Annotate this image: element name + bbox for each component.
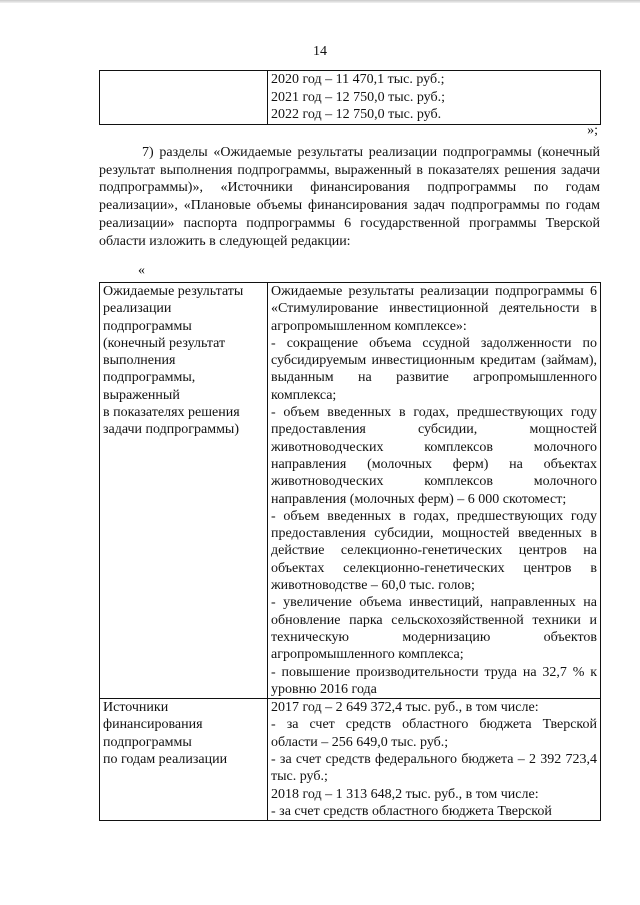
expected-results-content-cell (268, 283, 601, 699)
funding-item: - за счет средств федерального бюджета – 2 392 723,4 тыс. руб.; (271, 752, 597, 785)
label-line: выполнения (103, 353, 176, 369)
label-line: по годам реализации (103, 752, 228, 768)
subprogram-passport-table (99, 282, 601, 821)
label-line: финансирования (103, 717, 203, 733)
page-number: 14 (313, 44, 327, 59)
label-line: Ожидаемые результаты (103, 284, 244, 299)
year-line: 2020 год – 11 470,1 тыс. руб.; (271, 72, 445, 87)
funding-item: - за счет средств областного бюджета Тверской области – 256 649,0 тыс. руб.; (271, 717, 597, 750)
label-line: Источники (103, 700, 169, 716)
result-item: - сокращение объема ссудной задолженности по субсидируемым инвестиционным кредитам (займам), выданным на развитие агропромышленного комплекса; (271, 335, 597, 403)
scan-edge (0, 0, 640, 3)
label-line: в показателях решения (103, 405, 240, 421)
result-item: - объем введенных в годах, предшествующих году предоставления субсидии, мощностей введенных в действие селекционно-генетических центров на объектах селекционно-генетических центров в животноводстве – 60,0 тыс. голов; (271, 508, 597, 594)
label-line: реализации (103, 301, 172, 317)
result-item: - повышение производительности труда на 32,7 % к уровню 2016 года (271, 664, 597, 697)
funding-continuation-table (99, 70, 601, 125)
funding-sources-label-cell (100, 699, 268, 821)
empty-label-cell (100, 71, 268, 125)
label-line: подпрограммы, (103, 370, 196, 386)
label-line: выраженный (103, 387, 180, 403)
result-item: - объем введенных в годах, предшествующих году предоставления субсидии, мощностей животноводческих комплексов молочного направления (молочных ферм) на объектах животноводческих комплексов молочного направления (молочных ферм) – 6 000 скотомест; (271, 405, 597, 507)
label-line: подпрограммы (103, 318, 192, 334)
funding-item: 2018 год – 1 313 648,2 тыс. руб., в том числе: (271, 786, 539, 802)
table-row (100, 71, 601, 125)
year-line: 2021 год – 12 750,0 тыс. руб.; (271, 89, 445, 105)
table-row (100, 699, 601, 821)
funding-sources-content-cell (268, 699, 601, 821)
intro-paragraph: 7) разделы «Ожидаемые результаты реализации подпрограммы (конечный результат выполнения подпрограммы, выраженный в показателях решения задачи подпрограммы)», «Источники финансирования подпрограммы по годам реализации», «Плановые объемы финансирования задач подпрограммы по годам реализации» паспорта подпрограммы 6 государственной программы Тверской области изложить в следующей редакции: (99, 145, 600, 249)
opening-quote: « (138, 263, 145, 278)
label-line: задачи подпрограммы) (103, 422, 240, 438)
funding-years-cell (268, 71, 601, 125)
year-line: 2022 год – 12 750,0 тыс. руб. (271, 107, 442, 122)
result-item: - увеличение объема инвестиций, направленных на обновление парка сельскохозяйственной техники и техническую модернизацию объектов агропромышленного комплекса; (271, 595, 597, 663)
label-line: подпрограммы (103, 734, 192, 750)
closing-quote: »; (587, 123, 598, 138)
funding-item: 2017 год – 2 649 372,4 тыс. руб., в том числе: (271, 700, 539, 716)
result-item: Ожидаемые результаты реализации подпрограммы 6 «Стимулирование инвестиционной деятельности в агропромышленном комплексе»: (271, 284, 597, 334)
expected-results-label-cell (100, 283, 268, 699)
funding-item: - за счет средств областного бюджета Тверской (271, 803, 552, 819)
table-row (100, 283, 601, 699)
label-line: (конечный результат (103, 335, 226, 351)
